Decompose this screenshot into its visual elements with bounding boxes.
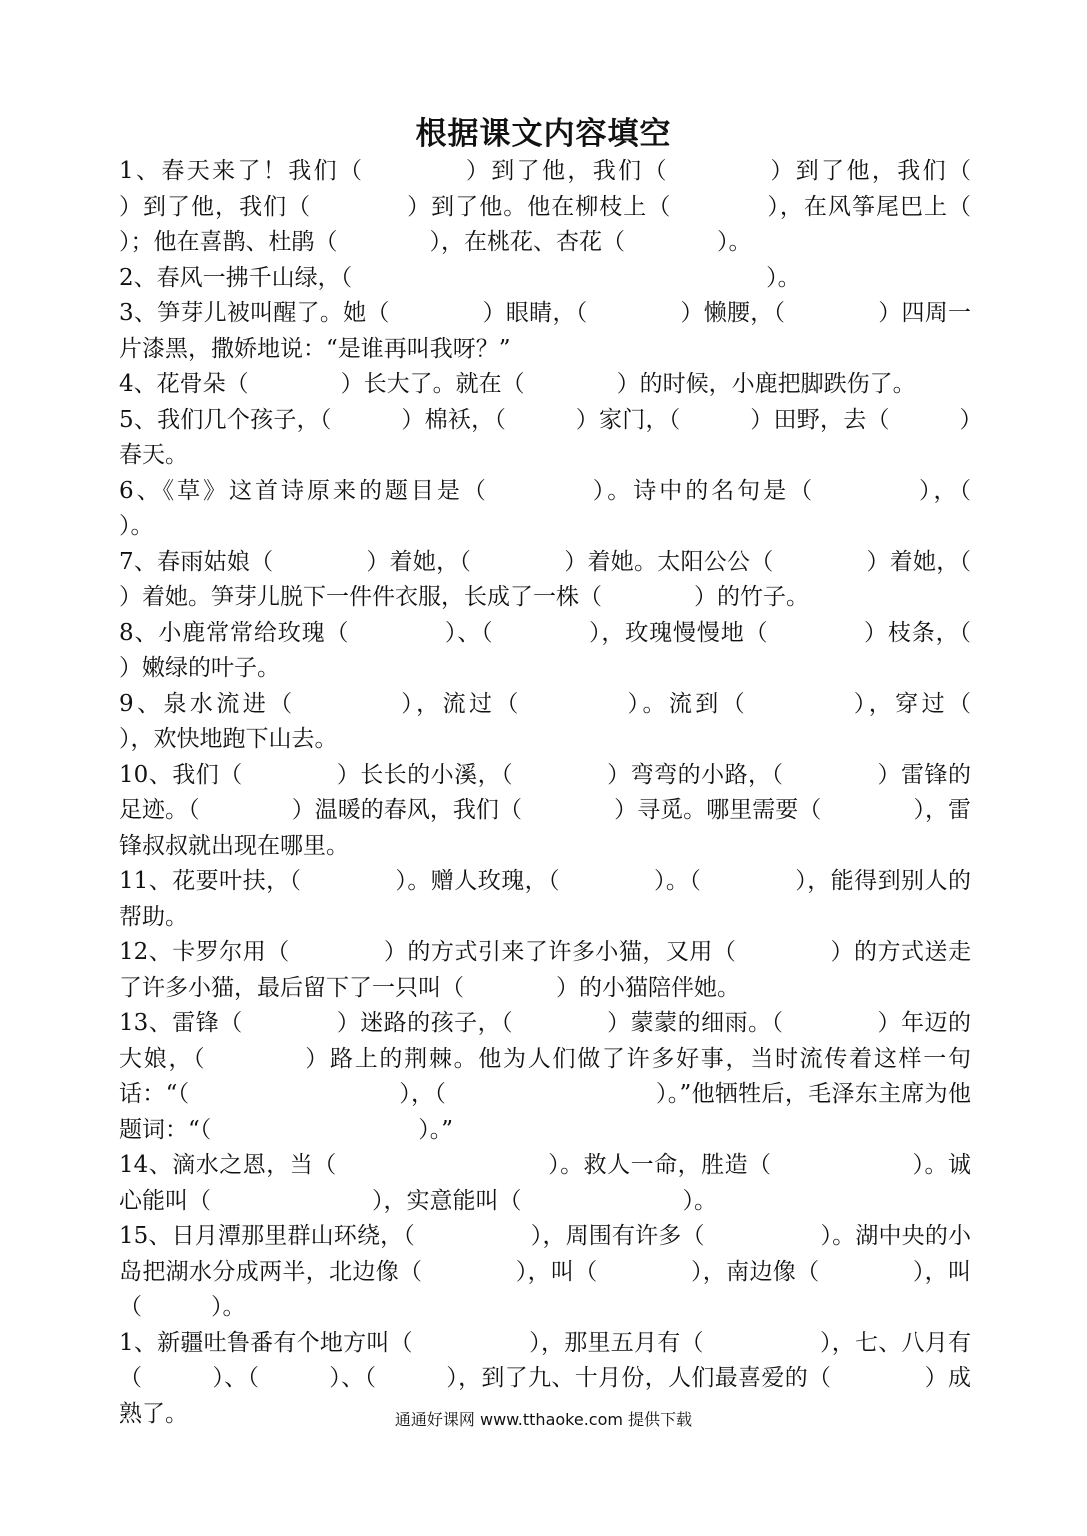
question-item: 10、我们（ ）长长的小溪，（ ）弯弯的小路，（ ）雷锋的足迹。（ ）温暖的春风，我们（ ）寻觅。哪里需要（ ），雷锋叔叔就出现在哪里。: [119, 761, 971, 859]
question-item: 7、春雨姑娘（ ）着她，（ ）着她。太阳公公（ ）着她，（ ）着她。笋芽儿脱下一件件衣服，长成了一株（ ）的竹子。: [119, 548, 1063, 610]
footer-credit: 通通好课网 www.tthaoke.com 提供下载: [394, 1410, 693, 1429]
question-item: 4、花骨朵（ ）长大了。就在（ ）的时候，小鹿把脚跌伤了。: [119, 371, 916, 397]
page-title: 根据课文内容填空: [415, 116, 672, 152]
question-item: 6、《草》这首诗原来的题目是（ ）。诗中的名句是（ ），（ ）。: [119, 477, 1063, 539]
question-item: 9、泉水流进（ ），流过（ ）。流到（ ），穿过（ ），欢快地跑下山去。: [119, 690, 1063, 752]
question-list: [119, 154, 1063, 1432]
question-item: 14、滴水之恩，当（ ）。救人一命，胜造（ ）。诚心能叫（ ），实意能叫（ ）。: [119, 1152, 971, 1214]
question-item: 3、笋芽儿被叫醒了。她（ ）眼睛，（ ）懒腰，（ ）四周一片漆黑，撒娇地说：“是谁再叫我呀？”: [119, 300, 971, 362]
question-item: 2、春风一拂千山绿，（ ）。: [119, 264, 801, 291]
question-item: 11、花要叶扶，（ ）。赠人玫瑰，（ ）。（ ），能得到别人的帮助。: [119, 868, 971, 930]
question-item: 8、小鹿常常给玫瑰（ ）、（ ），玫瑰慢慢地（ ）枝条，（ ）嫩绿的叶子。: [119, 619, 1063, 681]
question-item: 1、新疆吐鲁番有个地方叫（ ），那里五月有（ ），七、八月有（ ）、（ ）、（ ），到了九、十月份，人们最喜爱的（ ）成熟了。: [119, 1329, 971, 1427]
question-item: 1、春天来了！我们（ ）到了他，我们（ ）到了他，我们（ ）到了他，我们（ ）到了他。他在柳枝上（ ），在风筝尾巴上（ ）；他在喜鹊、杜鹃（ ），在桃花、杏花（ ）。: [119, 158, 1063, 255]
question-item: 15、日月潭那里群山环绕，（ ），周围有许多（ ）。湖中央的小岛把湖水分成两半，北边像（ ），叫（ ），南边像（ ），叫（ ）。: [119, 1223, 971, 1320]
question-item: 13、雷锋（ ）迷路的孩子，（ ）蒙蒙的细雨。（ ）年迈的大娘，（ ）路上的荆棘。他为人们做了许多好事，当时流传着这样一句话：“（ ），（ ）。”他牺牲后，毛泽东主席为他题词：“（ ）。”: [119, 1010, 971, 1143]
question-item: 12、卡罗尔用（ ）的方式引来了许多小猫，又用（ ）的方式送走了许多小猫，最后留下了一只叫（ ）的小猫陪伴她。: [119, 939, 971, 1001]
question-item: 5、我们几个孩子，（ ）棉袄，（ ）家门，（ ）田野，去（ ）春天。: [119, 406, 971, 468]
